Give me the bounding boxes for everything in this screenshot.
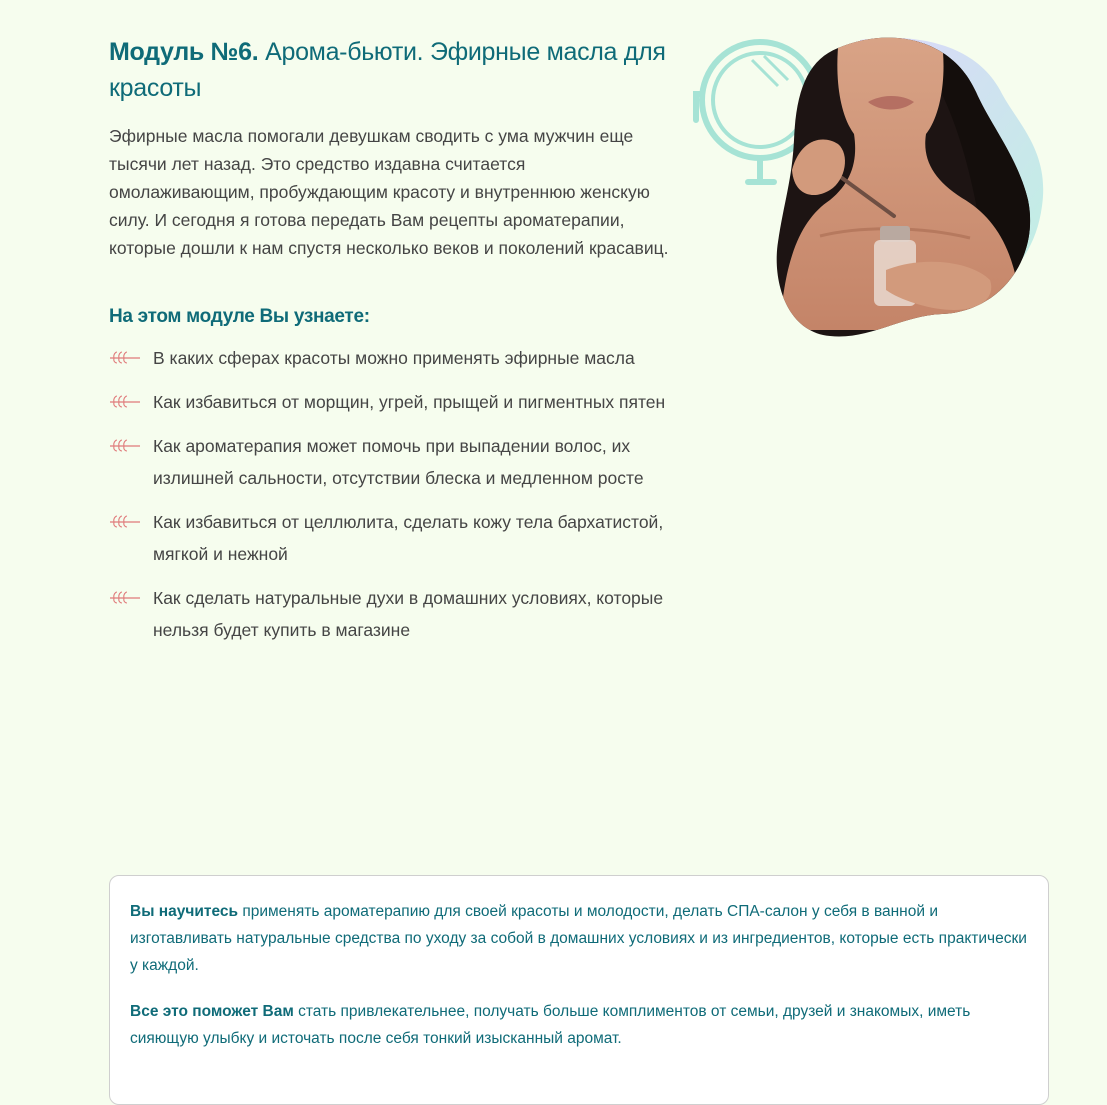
woman-photo xyxy=(770,30,1050,350)
module-title xyxy=(109,34,669,106)
list-item xyxy=(109,342,669,374)
module-section xyxy=(109,34,669,658)
module-title-text: Арома-бьюти. Эфирные масла для красоты xyxy=(109,38,666,102)
module-description: Эфирные масла помогали девушкам сводить с ума мужчин еще тысячи лет назад. Это средство издавна считается омолаживающим, пробуждающим красоту и внутреннюю женскую силу. И сегодня я готова передать Вам рецепты ароматерапии, которые дошли к нам спустя несколько веков и поколений красавиц. xyxy=(109,126,669,258)
info-paragraph xyxy=(130,998,1028,1052)
list-item xyxy=(109,582,669,646)
info-strong: Вы научитесь xyxy=(130,903,239,920)
learn-heading: На этом модуле Вы узнаете: xyxy=(109,306,370,327)
info-strong: Все это поможет Вам xyxy=(130,1003,294,1020)
module-illustration xyxy=(690,30,1050,350)
sprig-icon xyxy=(109,589,141,605)
list-item xyxy=(109,506,669,570)
info-box xyxy=(109,875,1049,1105)
list-item-text: Как избавиться от морщин, угрей, прыщей и пигментных пятен xyxy=(153,392,666,412)
list-item-text: В каких сферах красоты можно применять эфирные масла xyxy=(153,348,635,368)
sprig-icon xyxy=(109,437,141,453)
sprig-icon xyxy=(109,349,141,365)
module-number: Модуль №6. xyxy=(109,38,259,66)
info-paragraph xyxy=(130,898,1028,979)
illustration-svg xyxy=(690,30,1050,350)
sprig-icon xyxy=(109,393,141,409)
list-item-text: Как ароматерапия может помочь при выпадении волос, их излишней сальности, отсутствии блеска и медленном росте xyxy=(153,436,644,488)
info-text: стать привлекательнее, получать больше комплиментов от семьи, друзей и знакомых, иметь сияющую улыбку и источать после себя тонкий изысканный аромат. xyxy=(130,1003,971,1047)
learn-list xyxy=(109,342,669,646)
list-item xyxy=(109,386,669,418)
sprig-icon xyxy=(109,513,141,529)
list-item-text: Как сделать натуральные духи в домашних условиях, которые нельзя будет купить в магазине xyxy=(153,588,664,640)
list-item-text: Как избавиться от целлюлита, сделать кожу тела бархатистой, мягкой и нежной xyxy=(153,512,664,564)
info-text: применять ароматерапию для своей красоты и молодости, делать СПА-салон у себя в ванной и изготавливать натуральные средства по уходу за собой в домашних условиях и из ингредиентов, которые есть практически у каждой. xyxy=(130,903,1027,974)
list-item xyxy=(109,430,669,494)
